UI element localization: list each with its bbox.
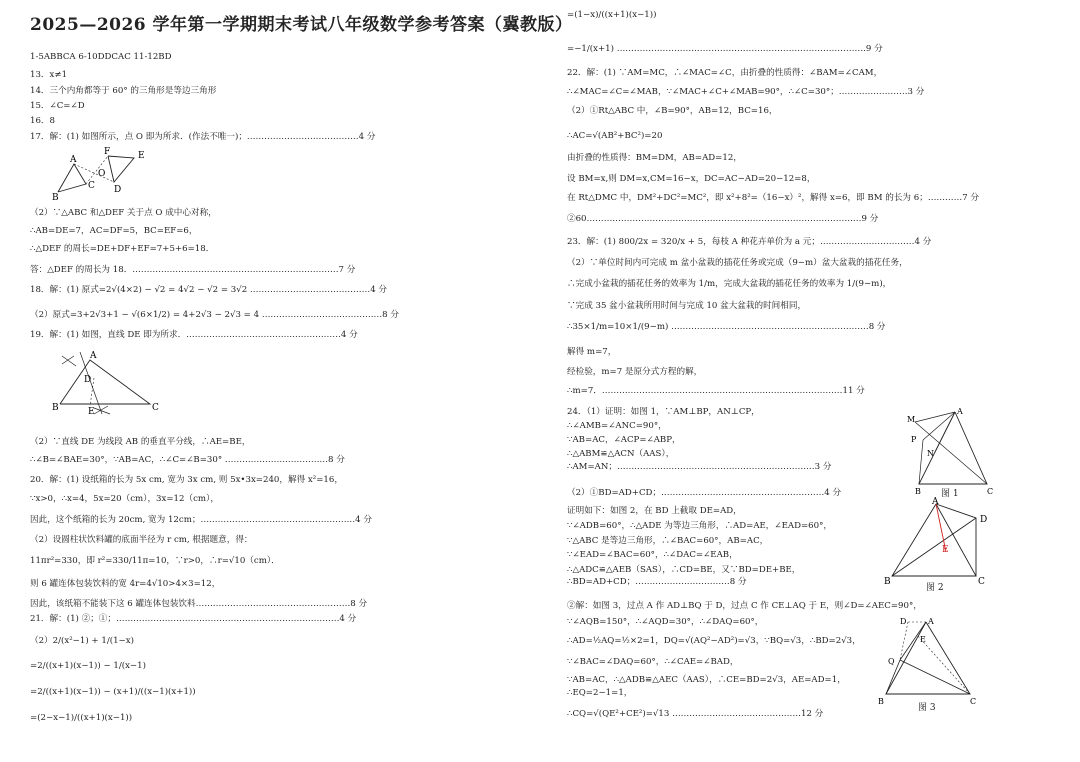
answer-line: ∵∠BAC=∠DAQ=60°，∴∠CAE=∠BAD，	[567, 657, 739, 667]
svg-text:O: O	[98, 169, 106, 179]
answer-line: 23．解：(1) 800/2x = 320/x + 5，每枝 A 种花卉单价为 a 元；……………………………4 分	[567, 237, 932, 247]
page-title: 2025—2026 学年第一学期期末考试八年级数学参考答案（冀教版）	[30, 15, 573, 35]
svg-text:E: E	[138, 151, 145, 161]
answer-line: 13．x≠1	[30, 70, 68, 80]
figure-1-caption: 图 1	[941, 489, 959, 499]
answer-line: ∴∠MAC=∠C=∠MAB，∵∠MAC+∠C+∠MAB=90°，∴∠C=30°；……………………3 分	[567, 87, 925, 97]
answer-line: （2）①BD=AD+CD；…………………………………………………4 分	[567, 488, 842, 498]
answer-line: =2/((x+1)(x−1)) − (x+1)/((x−1)(x+1))	[30, 687, 196, 697]
answer-line: 18．解：(1) 原式=2√(4×2) − √2 = 4√2 − √2 = 3√2 ……………………………………4 分	[30, 285, 387, 295]
answer-line: =(2−x−1)/((x+1)(x−1))	[30, 713, 133, 723]
answer-line: 1-5ABBCA 6-10DDCAC 11-12BD	[30, 52, 172, 62]
svg-text:B: B	[915, 487, 921, 496]
answer-line: ∵AB=AC，∴△ADB≌△AEC（AAS），∴CE=BD=2√3，AE=AD=1，	[567, 675, 846, 685]
answer-line: ∴△ABM≌△ACN（AAS），	[567, 449, 675, 459]
answer-line: （2）①Rt△ABC 中，∠B=90°，AB=12，BC=16，	[567, 106, 778, 116]
answer-line: ∵△ABC 是等边三角形，∴∠BAC=60°，AB=AC，	[567, 536, 769, 546]
svg-text:B: B	[52, 193, 59, 200]
answer-line: 14．三个内角都等于 60° 的三角形是等边三角形	[30, 86, 217, 96]
svg-text:D: D	[114, 185, 122, 195]
figure-3-caption: 图 3	[918, 703, 936, 713]
figure-24-3	[878, 616, 978, 713]
answer-line: ∴AD=½AQ=½×2=1，DQ=√(AQ²−AD²)=√3，∵BQ=√3，∴BD=2√3，	[567, 636, 861, 646]
answer-line: ∴BD=AD+CD；……………………………8 分	[567, 577, 747, 587]
answer-line: ∵∠AQB=150°，∴∠AQD=30°，∴∠DAQ=60°，	[567, 617, 764, 627]
answer-line: 答：△DEF 的周长为 18．………………………………………………………………7 分	[30, 265, 356, 275]
svg-text:C: C	[88, 181, 95, 191]
answer-line: ②解：如图 3，过点 A 作 AD⊥BQ 于 D，过点 C 作 CE⊥AQ 于 E，则∠D=∠AEC=90°，	[567, 601, 922, 611]
answer-line: ∵完成 35 盆小盆栽所用时间与完成 10 盆大盆栽的时间相同，	[567, 301, 807, 311]
svg-text:B: B	[884, 577, 891, 587]
answer-line: 16．8	[30, 116, 55, 126]
svg-text:C: C	[987, 487, 994, 496]
answer-line: 20．解：(1) 设纸箱的长为 5x cm, 宽为 3x cm, 则 5x•3x=240，解得 x²=16，	[30, 475, 343, 485]
answer-line: 设 BM=x,则 DM=x,CM=16−x，DC=AC−AD=20−12=8，	[567, 174, 816, 184]
svg-text:D: D	[900, 617, 907, 626]
answer-line: （2）设圆柱状饮料罐的底面半径为 r cm, 根据题意，得：	[30, 535, 253, 545]
answer-line: ∵AB=AC，∠ACP=∠ABP，	[567, 435, 681, 445]
svg-text:A: A	[957, 407, 963, 416]
answer-line: ∴CQ=√(QE²+CE²)=√13 ………………………………………12 分	[567, 709, 824, 719]
answer-line: =2/((x+1)(x−1)) − 1/(x−1)	[30, 661, 146, 671]
answer-line: ∵x>0，∴x=4，5x=20（cm），3x=12（cm），	[30, 494, 219, 504]
answer-line: （2）∵△ABC 和△DEF 关于点 O 成中心对称，	[30, 208, 217, 218]
answer-line: 在 Rt△DMC 中，DM²+DC²=MC²，即 x²+8²=（16−x）²，解得 x=6，即 BM 的长为 6；…………7 分	[567, 193, 979, 203]
svg-text:C: C	[152, 403, 159, 413]
answer-line: ∵∠ADB=60°，∴△ADE 为等边三角形，∴AD=AE，∠EAD=60°，	[567, 521, 833, 531]
figure-17-symmetric-triangles	[52, 146, 162, 200]
svg-text:B: B	[878, 697, 884, 706]
figure-24-2	[884, 496, 994, 596]
figure-19-perpendicular-bisector	[50, 348, 160, 416]
answer-line: ∴m=7．…………………………………………………………………………11 分	[567, 386, 865, 396]
answer-line: 由折叠的性质得：BM=DM，AB=AD=12，	[567, 153, 742, 163]
answer-line: （2）2/(x²−1) + 1/(1−x)	[30, 636, 134, 646]
svg-text:P: P	[911, 435, 917, 444]
answer-line: 证明如下：如图 2，在 BD 上截取 DE=AD，	[567, 506, 742, 516]
svg-text:M: M	[907, 415, 916, 424]
svg-text:E: E	[942, 545, 949, 555]
svg-text:C: C	[970, 697, 977, 706]
answer-line: =−1/(x+1) ……………………………………………………………………………9 分	[567, 44, 883, 54]
answer-line: ∴△ADC≌△AEB（SAS），∴CD=BE，又∵BD=DE+BE，	[567, 565, 801, 575]
svg-text:E: E	[920, 635, 926, 644]
answer-line: 17．解：(1) 如图所示，点 O 即为所求．(作法不唯一)；…………………………………4 分	[30, 132, 376, 142]
answer-line: 因此，这个纸箱的长为 20cm, 宽为 12cm；………………………………………………4 分	[30, 515, 372, 525]
svg-text:N: N	[927, 449, 934, 458]
svg-text:A: A	[90, 351, 97, 361]
svg-text:D: D	[84, 375, 92, 385]
answer-line: （2）∵直线 DE 为线段 AB 的垂直平分线，∴AE=BE，	[30, 437, 251, 447]
answer-line: 解得 m=7，	[567, 347, 617, 357]
answer-line: ∴∠B=∠BAE=30°，∵AB=AC，∴∠C=∠B=30° ………………………………8 分	[30, 455, 345, 465]
answer-line: 因此，该纸箱不能装下这 6 罐连体包装饮料………………………………………………8 分	[30, 599, 368, 609]
svg-text:Q: Q	[888, 657, 895, 666]
svg-text:E: E	[88, 407, 95, 416]
answer-line: （2）原式=3+2√3+1 − √(6×1/2) = 4+2√3 − 2√3 = 4 ……………………………………8 分	[30, 310, 399, 320]
figure-24-1	[905, 404, 997, 500]
answer-line: 则 6 罐连体包装饮料的宽 4r=4√10>4×3=12，	[30, 579, 221, 589]
answer-line: ∵∠EAD=∠BAC=60°，∴∠DAC=∠EAB，	[567, 550, 738, 560]
answer-line: ∴完成小盆栽的插花任务的效率为 1/m，完成大盆栽的插花任务的效率为 1/(9−m)，	[567, 279, 892, 289]
answer-line: ∴EQ=2−1=1，	[567, 688, 633, 698]
answer-line: 经检验，m=7 是原分式方程的解，	[567, 367, 703, 377]
answer-line: （2）∵单位时间内可完成 m 盆小盆栽的插花任务或完成（9−m）盆大盆栽的插花任务，	[567, 258, 908, 268]
svg-text:F: F	[104, 147, 111, 157]
figure-2-caption: 图 2	[926, 583, 944, 593]
svg-text:A: A	[932, 497, 939, 507]
answer-line: 15．∠C=∠D	[30, 101, 85, 111]
answer-line: ∴AB=DE=7，AC=DF=5，BC=EF=6，	[30, 226, 198, 236]
answer-line: 22．解：(1) ∵AM=MC，∴∠MAC=∠C，由折叠的性质得：∠BAM=∠CAM，	[567, 68, 883, 78]
answer-line: ∴35×1/m=10×1/(9−m) ……………………………………………………………8 分	[567, 322, 886, 332]
answer-line: =(1−x)/((x+1)(x−1))	[567, 10, 657, 20]
answer-line: 19．解：(1) 如图，直线 DE 即为所求．………………………………………………4 分	[30, 330, 358, 340]
answer-line: ∴∠AMB=∠ANC=90°，	[567, 421, 667, 431]
answer-line: 24．（1）证明：如图 1，∵AM⊥BP，AN⊥CP，	[567, 407, 760, 417]
answer-line: ∴△DEF 的周长=DE+DF+EF=7+5+6=18．	[30, 244, 215, 254]
svg-text:D: D	[980, 515, 988, 525]
svg-text:A: A	[928, 617, 934, 626]
answer-line: ∴AM=AN；……………………………………………………………3 分	[567, 462, 832, 472]
answer-line: 21．解：(1) ②；①；……………………………………………………………………4 分	[30, 614, 357, 624]
answer-line: 11πr²=330，即 r²=330/11π=10，∵r>0，∴r=√10（cm）．	[30, 556, 280, 566]
answer-line: ②60……………………………………………………………………………………9 分	[567, 214, 879, 224]
fig17-label: A	[70, 155, 77, 165]
svg-text:C: C	[978, 577, 985, 587]
svg-text:B: B	[52, 403, 59, 413]
answer-line: ∴AC=√(AB²+BC²)=20	[567, 131, 663, 141]
